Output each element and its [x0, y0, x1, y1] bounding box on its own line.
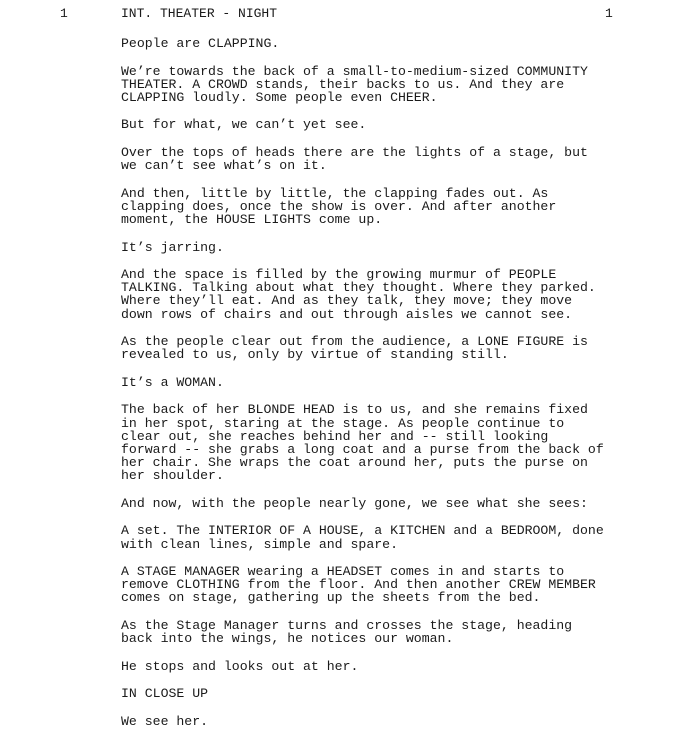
action-paragraph: It’s a WOMAN. [121, 374, 224, 390]
action-paragraph: A set. The INTERIOR OF A HOUSE, a KITCHEN and a BEDROOM, done with clean lines, simple and spare. [121, 523, 604, 552]
action-paragraph: He stops and looks out at her. [121, 658, 359, 674]
action-paragraph: People are CLAPPING. [121, 36, 280, 51]
transition-line: IN CLOSE UP [121, 686, 209, 702]
action-paragraph: We see her. [121, 713, 209, 729]
action-paragraph: As the Stage Manager turns and crosses the stage, heading back into the wings, he notices our woman. [121, 617, 573, 647]
action-paragraph: We’re towards the back of a small-to-medium-sized COMMUNITY THEATER. A CROWD stands, their backs to us. And they are CLAPPING loudly. Some people even CHEER. [121, 63, 588, 105]
scene-number-right: 1 [605, 6, 613, 21]
action-paragraph: The back of her BLONDE HEAD is to us, and she remains fixed in her spot, staring at the stage. As people continue to clear out, she reaches behind her and -- still looking forward -- she grabs a long coat and a purse from the back of her chair. She wraps the coat around her, puts the purse on her shoulder. [121, 402, 604, 484]
action-body [121, 37, 661, 728]
action-paragraph: As the people clear out from the audience, a LONE FIGURE is revealed to us, only by virtue of standing still. [121, 334, 588, 363]
action-paragraph: And the space is filled by the growing murmur of PEOPLE TALKING. Talking about what they thought. Where they parked. Where they’ll eat. And as they talk, they move; they move down rows of chairs and out through aisles we cannot see. [121, 267, 596, 322]
scene-number-left: 1 [60, 6, 68, 21]
action-paragraph: It’s jarring. [121, 239, 224, 255]
action-paragraph: Over the tops of heads there are the lights of a stage, but we can’t see what’s on it. [121, 144, 588, 174]
action-paragraph: And now, with the people nearly gone, we see what she sees: [121, 495, 588, 511]
action-paragraph: And then, little by little, the clapping fades out. As clapping does, once the show is over. And after another moment, the HOUSE LIGHTS come up. [121, 185, 557, 228]
action-paragraph: A STAGE MANAGER wearing a HEADSET comes in and starts to remove CLOTHING from the floor. And then another CREW MEMBER comes on stage, gathering up the sheets from the bed. [121, 564, 596, 606]
scene-heading: INT. THEATER - NIGHT [121, 6, 278, 21]
action-paragraph: But for what, we can’t yet see. [121, 117, 367, 133]
